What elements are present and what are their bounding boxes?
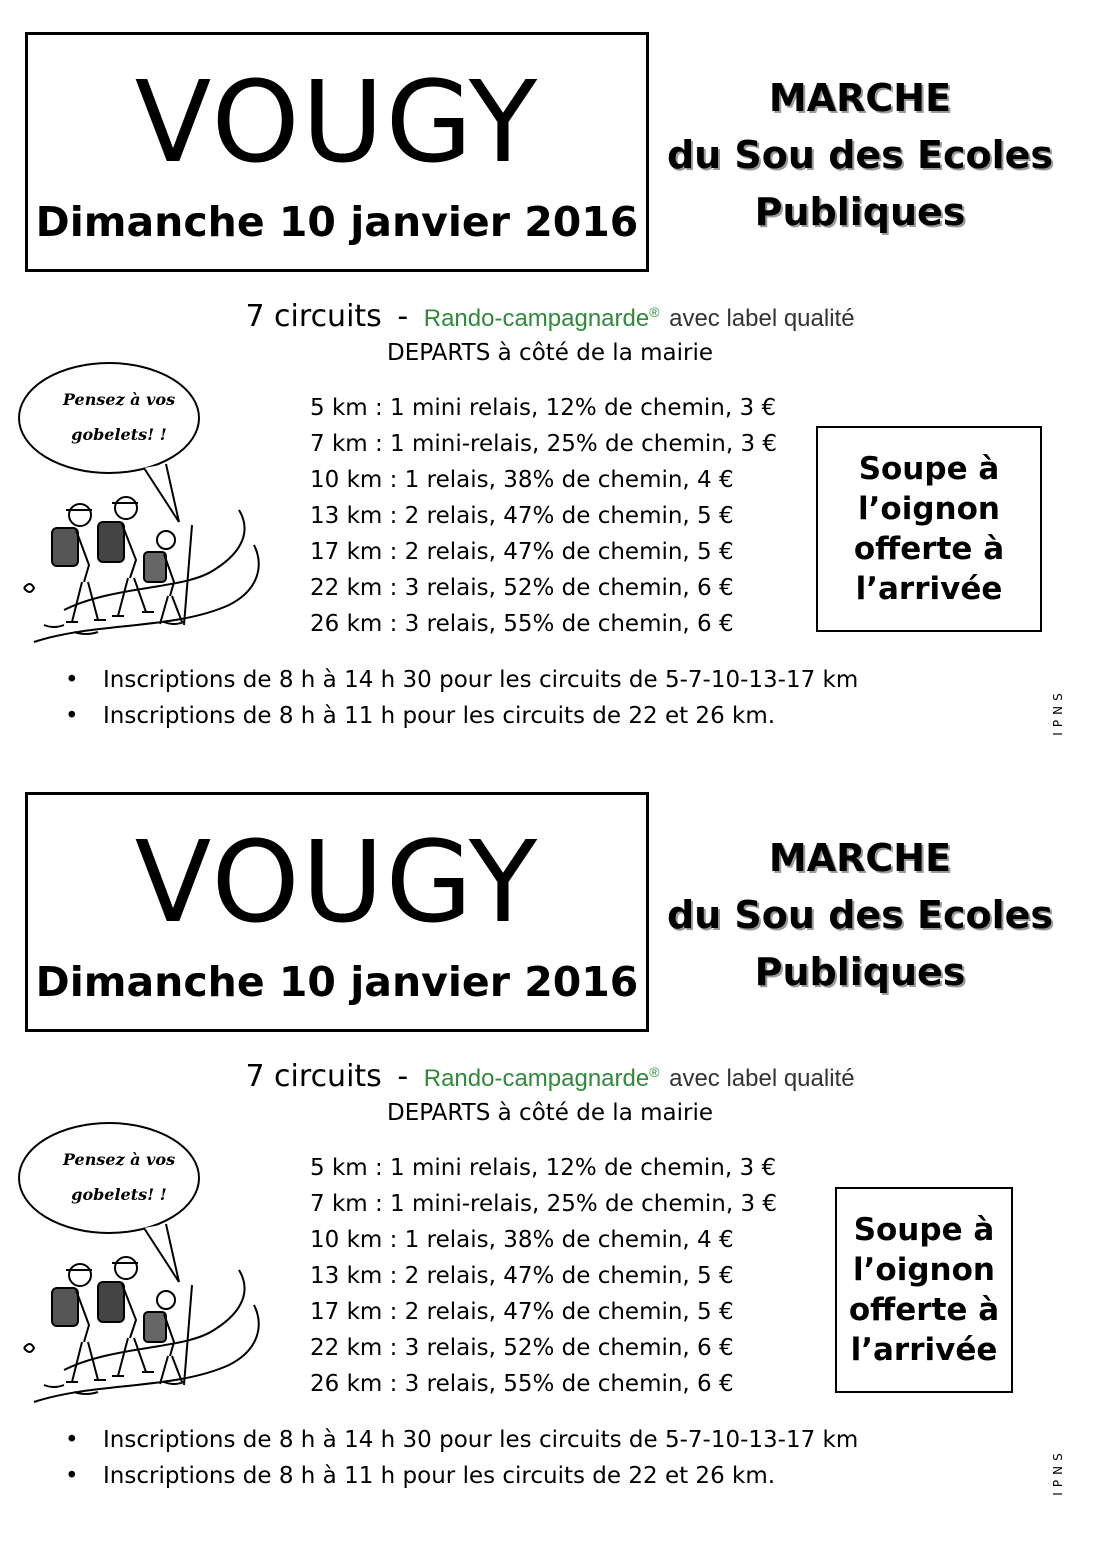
inscription-text: Inscriptions de 8 h à 14 h 30 pour les circuits de 5-7-10-13-17 km (103, 667, 859, 693)
circuits-line (0, 1052, 1100, 1099)
route-item: 22 km : 3 relais, 52% de chemin, 6 € (310, 1335, 734, 1361)
quality-label: avec label qualité (669, 305, 855, 332)
soupe-line: offerte à (853, 531, 1005, 567)
routes-list (310, 390, 777, 642)
town-title: VOUGY (134, 58, 540, 188)
inscription-text: Inscriptions de 8 h à 14 h 30 pour les circuits de 5-7-10-13-17 km (103, 1427, 859, 1453)
hiker-3 (144, 525, 192, 625)
route-item: 7 km : 1 mini-relais, 25% de chemin, 3 € (310, 431, 778, 457)
soupe-line: offerte à (848, 1292, 1000, 1328)
town-title: VOUGY (134, 818, 540, 948)
inscription-item (65, 698, 858, 734)
soupe-line: Soupe à (853, 1212, 995, 1248)
dash: - (397, 1059, 409, 1094)
route-item: 13 km : 2 relais, 47% de chemin, 5 € (310, 503, 734, 529)
route-item: 22 km : 3 relais, 52% de chemin, 6 € (310, 575, 734, 601)
ipns-mark: IPNS (1051, 1448, 1065, 1496)
title-box (25, 792, 649, 1032)
bullet: • (65, 1463, 79, 1489)
hiker-3 (144, 1285, 192, 1385)
soupe-line: l’arrivée (850, 1332, 998, 1368)
circuits-count: 7 circuits (245, 1059, 382, 1094)
route-item: 10 km : 1 relais, 38% de chemin, 4 € (310, 1227, 734, 1253)
circuits-line (0, 292, 1100, 339)
soupe-box (816, 426, 1042, 632)
departs-info: DEPARTS à côté de la mairie (387, 1100, 713, 1126)
event-line-sou: du Sou des Ecoles (666, 893, 1054, 937)
flyer-top (0, 0, 1100, 760)
inscriptions-list (65, 1422, 858, 1494)
soupe-line: l’oignon (858, 491, 1000, 527)
inscription-item (65, 662, 858, 698)
route-item: 17 km : 2 relais, 47% de chemin, 5 € (310, 1299, 734, 1325)
bullet: • (65, 1427, 79, 1453)
soupe-line: l’oignon (853, 1252, 995, 1288)
departs-info: DEPARTS à côté de la mairie (387, 340, 713, 366)
event-date: Dimanche 10 janvier 2016 (35, 958, 639, 1006)
route-item: 17 km : 2 relais, 47% de chemin, 5 € (310, 539, 734, 565)
event-line-publiques: Publiques (754, 950, 966, 994)
inscription-text: Inscriptions de 8 h à 11 h pour les circuits de 22 et 26 km. (103, 703, 776, 729)
speech-bubble-line-2: gobelets! ! (71, 1185, 167, 1204)
event-name (660, 830, 1060, 1001)
route-item: 26 km : 3 relais, 55% de chemin, 6 € (310, 611, 734, 637)
inscription-item (65, 1422, 858, 1458)
event-date: Dimanche 10 janvier 2016 (35, 198, 639, 246)
dash: - (397, 299, 409, 334)
inscription-item (65, 1458, 858, 1494)
event-name (660, 70, 1060, 241)
route-item: 5 km : 1 mini relais, 12% de chemin, 3 € (310, 1155, 777, 1181)
speech-bubble (34, 382, 204, 452)
event-line-publiques: Publiques (754, 190, 966, 234)
rando-text: Rando-campagnarde (423, 1065, 650, 1092)
registered-mark: ® (649, 304, 660, 320)
speech-bubble-line-1: Pensez à vos (62, 390, 176, 409)
title-box (25, 32, 649, 272)
speech-bubble-line-2: gobelets! ! (71, 425, 167, 444)
route-item: 5 km : 1 mini relais, 12% de chemin, 3 € (310, 395, 777, 421)
speech-bubble (34, 1142, 204, 1212)
route-item: 26 km : 3 relais, 55% de chemin, 6 € (310, 1371, 734, 1397)
ipns-mark: IPNS (1051, 688, 1065, 736)
event-line-marche: MARCHE (768, 76, 952, 120)
registered-mark: ® (649, 1064, 660, 1080)
route-item: 13 km : 2 relais, 47% de chemin, 5 € (310, 1263, 734, 1289)
rando-text: Rando-campagnarde (423, 305, 650, 332)
soupe-line: l’arrivée (855, 571, 1003, 607)
event-line-sou: du Sou des Ecoles (666, 133, 1054, 177)
flyer-bottom (0, 760, 1100, 1520)
bullet: • (65, 703, 79, 729)
rando-label (424, 305, 660, 332)
rando-label (424, 1065, 660, 1092)
route-item: 7 km : 1 mini-relais, 25% de chemin, 3 € (310, 1191, 778, 1217)
bullet: • (65, 667, 79, 693)
inscription-text: Inscriptions de 8 h à 11 h pour les circuits de 22 et 26 km. (103, 1463, 776, 1489)
route-item: 10 km : 1 relais, 38% de chemin, 4 € (310, 467, 734, 493)
circuits-count: 7 circuits (245, 299, 382, 334)
quality-label: avec label qualité (669, 1065, 855, 1092)
inscriptions-list (65, 662, 858, 734)
speech-bubble-line-1: Pensez à vos (62, 1150, 176, 1169)
routes-list (310, 1150, 777, 1402)
event-line-marche: MARCHE (768, 836, 952, 880)
soupe-line: Soupe à (858, 451, 1000, 487)
soupe-box (835, 1187, 1013, 1393)
